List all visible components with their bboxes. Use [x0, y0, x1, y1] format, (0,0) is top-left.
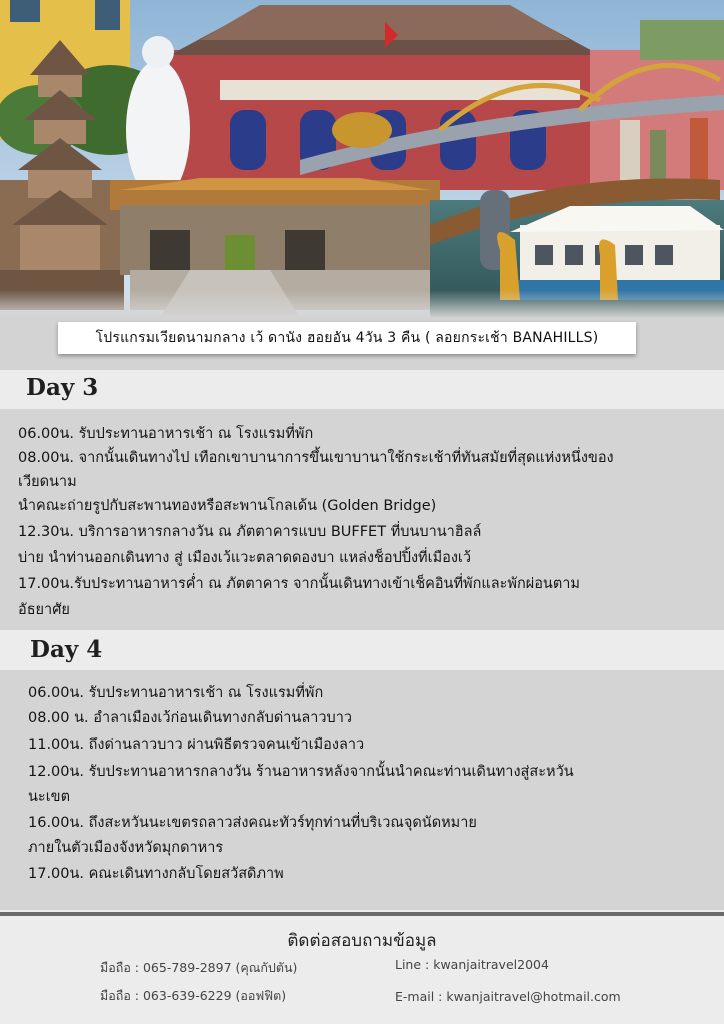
day3-line: บ่าย นำท่านออกเดินทาง สู่ เมืองเว้แวะตลาดดองบา แหล่งช็อปปิ้งที่เมืองเว้ [18, 550, 472, 566]
day3-line: เวียดนาม [18, 474, 77, 490]
day3-line: 12.30น. บริการอาหารกลางวัน ณ ภัตตาคารแบบ BUFFET ที่บนบานาฮิลล์ [18, 524, 482, 540]
day4-line: 17.00น. คณะเดินทางกลับโดยสวัสดิภาพ [28, 866, 284, 882]
day3-line: 06.00น. รับประทานอาหารเช้า ณ โรงแรมที่พัก [18, 426, 314, 442]
day3-line: 08.00น. จากนั้นเดินทางไป เทือกเขาบานาการขึ้นเขาบานาใช้กระเช้าที่ทันสมัยที่สุดแห่งหนึ่งของ [18, 450, 614, 466]
day3-schedule [0, 409, 724, 630]
hero-collage-image [0, 0, 724, 318]
contact-phone-1[interactable]: มือถือ : 065-789-2897 (คุณกัปตัน) [100, 960, 298, 975]
day4-line: 11.00น. ถึงด่านลาวบาว ผ่านพิธีตรวจคนเข้าเมืองลาว [28, 737, 365, 753]
day3-header [0, 372, 724, 408]
day3-line: นำคณะถ่ายรูปกับสะพานทองหรือสะพานโกลเด้น (Golden Bridge) [18, 498, 437, 514]
program-title: โปรแกรมเวียดนามกลาง เว้ ดานัง ฮอยอัน 4วัน 3 คืน ( ลอยกระเช้า BANAHILLS) [58, 322, 636, 354]
hero-collage [0, 0, 724, 318]
day4-schedule [0, 670, 724, 910]
day3-line: อัธยาศัย [18, 602, 70, 618]
contact-phone-2[interactable]: มือถือ : 063-639-6229 (ออฟฟิต) [100, 988, 287, 1003]
day4-label: Day 4 [30, 636, 103, 663]
contact-email[interactable]: E-mail : kwanjaitravel@hotmail.com [395, 989, 621, 1004]
day4-line: 12.00น. รับประทานอาหารกลางวัน ร้านอาหารหลังจากนั้นนำคณะท่านเดินทางสู่สะหวัน [28, 764, 574, 780]
day4-line: ภายในตัวเมืองจังหวัดมุกดาหาร [28, 840, 224, 856]
contact-line-id[interactable]: Line : kwanjaitravel2004 [395, 957, 549, 972]
day4-header [0, 633, 724, 669]
day3-line: 17.00น.รับประทานอาหารค่ำ ณ ภัตตาคาร จากนั้นเดินทางเข้าเช็คอินที่พักและพักผ่อนตาม [18, 576, 580, 592]
contact-title: ติดต่อสอบถามข้อมูล [287, 931, 437, 951]
day4-line: นะเขต [28, 789, 70, 805]
day4-line: 08.00 น. อำลาเมืองเว้ก่อนเดินทางกลับด่านลาวบาว [28, 710, 352, 726]
day3-label: Day 3 [26, 374, 99, 401]
day4-line: 06.00น. รับประทานอาหารเช้า ณ โรงแรมที่พัก [28, 685, 324, 701]
day4-line: 16.00น. ถึงสะหวันนะเขตรถลาวส่งคณะทัวร์ทุกท่านที่บริเวณจุดนัดหมาย [28, 815, 477, 831]
